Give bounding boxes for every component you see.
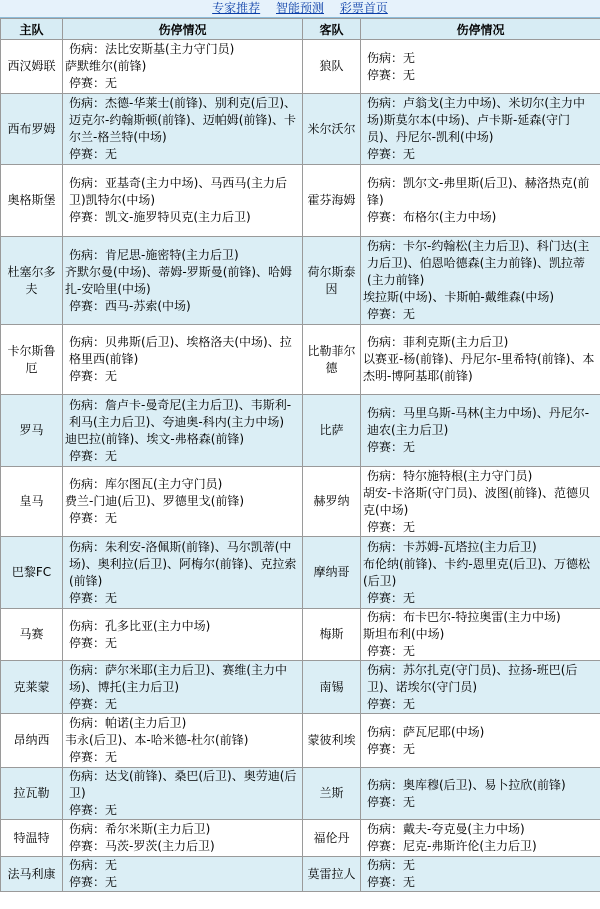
table-header-row xyxy=(1,19,600,40)
home-injury-line: 伤病：詹卢卡-曼奇尼(主力后卫)、韦斯利-利马(主力后卫)、夸迪奥-科内(主力中场) xyxy=(69,397,292,429)
away-injury-line: 伤病：菲利克斯(主力后卫) xyxy=(367,335,509,349)
home-injury-line: 韦永(后卫)、本-哈米德-杜尔(前锋) xyxy=(65,733,249,747)
away-injury-line: 停赛：无 xyxy=(367,147,416,161)
home-injury-info xyxy=(63,467,303,537)
home-injury-line: 停赛：西马-苏索(中场) xyxy=(69,298,191,313)
home-injury-info xyxy=(63,714,303,768)
away-injury-line: 停赛：无 xyxy=(367,519,416,534)
away-team-name: 摩纳哥 xyxy=(303,537,361,609)
away-injury-line: 停赛：无 xyxy=(367,741,416,756)
away-injury-info xyxy=(361,325,600,395)
home-team-name: 西汉姆联 xyxy=(1,40,63,94)
table-row xyxy=(1,857,600,892)
injury-table xyxy=(0,18,600,892)
away-team-name: 南锡 xyxy=(303,661,361,714)
away-injury-line: 停赛：无 xyxy=(367,307,416,321)
home-injury-line: 停赛：无 xyxy=(69,696,118,711)
home-team-name: 马赛 xyxy=(1,609,63,661)
home-injury-line: 停赛：凯文-施罗特贝克(主力后卫) xyxy=(69,210,251,224)
home-injury-line: 停赛：无 xyxy=(69,750,118,764)
away-injury-info xyxy=(361,609,600,661)
home-injury-line: 伤病：希尔米斯(主力后卫) xyxy=(69,822,211,836)
home-team-name: 法马利康 xyxy=(1,857,63,892)
away-injury-info xyxy=(361,467,600,537)
home-injury-info xyxy=(63,94,303,165)
table-row xyxy=(1,237,600,325)
away-injury-line: 停赛：无 xyxy=(367,590,416,605)
away-team-name: 蒙彼利埃 xyxy=(303,714,361,768)
home-injury-info xyxy=(63,537,303,609)
header-home-injuries: 伤停情况 xyxy=(63,19,303,40)
table-row xyxy=(1,165,600,237)
away-injury-line: 停赛：尼克-弗斯许伦(主力后卫) xyxy=(367,839,537,853)
away-team-name: 比萨 xyxy=(303,395,361,467)
away-injury-line: 伤病：萨瓦尼耶(中场) xyxy=(367,724,485,739)
home-injury-line: 伤病：亚基奇(主力中场)、马西马(主力后卫)凯特尔(中场) xyxy=(69,176,288,207)
away-injury-line: 胡安-卡洛斯(守门员)、波图(前锋)、范德贝克(中场) xyxy=(363,485,591,517)
table-row xyxy=(1,609,600,661)
away-injury-line: 伤病：卡苏姆-瓦塔拉(主力后卫) xyxy=(367,539,537,554)
home-injury-line: 伤病：孔多比亚(主力中场) xyxy=(69,618,211,633)
table-body xyxy=(1,40,600,892)
table-row xyxy=(1,661,600,714)
home-team-name: 卡尔斯鲁厄 xyxy=(1,325,63,395)
away-injury-line: 停赛：无 xyxy=(367,794,416,809)
home-injury-line: 停赛：无 xyxy=(69,803,118,817)
home-injury-line: 停赛：无 xyxy=(69,590,118,605)
away-team-name: 米尔沃尔 xyxy=(303,94,361,165)
away-injury-line: 停赛：无 xyxy=(367,67,416,82)
away-injury-line: 伤病：卢翁戈(主力中场)、米切尔(主力中场)斯莫尔本(中场)、卢卡斯-延森(守门员)、丹尼尔-凯利(中场) xyxy=(367,96,586,144)
home-injury-info xyxy=(63,661,303,714)
away-injury-info xyxy=(361,820,600,857)
home-injury-info xyxy=(63,857,303,892)
away-injury-info xyxy=(361,857,600,892)
nav-link-lottery-home[interactable]: 彩票首页 xyxy=(339,1,388,15)
away-injury-line: 埃拉斯(中场)、卡斯帕-戴维森(中场) xyxy=(363,290,555,304)
home-injury-line: 停赛：马茨-罗茨(主力后卫) xyxy=(69,839,215,853)
away-team-name: 狼队 xyxy=(303,40,361,94)
home-injury-line: 齐默尔曼(中场)、蒂姆-罗斯曼(前锋)、哈姆扎-安哈里(中场) xyxy=(65,264,293,296)
home-injury-line: 伤病：肯尼思-施密特(主力后卫) xyxy=(69,247,239,262)
home-injury-line: 停赛：无 xyxy=(69,635,118,650)
home-team-name: 巴黎FC xyxy=(1,537,63,609)
away-injury-line: 伤病：布卡巴尔-特拉奥雷(主力中场) xyxy=(367,610,561,624)
header-home-team: 主队 xyxy=(1,19,63,40)
table-row xyxy=(1,325,600,395)
table-row xyxy=(1,467,600,537)
home-injury-info xyxy=(63,325,303,395)
away-injury-info xyxy=(361,94,600,165)
away-injury-info xyxy=(361,714,600,768)
home-injury-line: 伤病：库尔图瓦(主力守门员) xyxy=(69,477,223,491)
away-injury-line: 停赛：无 xyxy=(367,644,416,658)
header-away-team: 客队 xyxy=(303,19,361,40)
away-injury-line: 伤病：戴夫-夸克曼(主力中场) xyxy=(367,822,525,836)
away-injury-line: 停赛：无 xyxy=(367,440,416,454)
home-injury-line: 停赛：无 xyxy=(69,76,118,90)
home-injury-line: 伤病：萨尔米耶(主力后卫)、赛维(主力中场)、博托(主力后卫) xyxy=(69,662,288,694)
home-team-name: 拉瓦勒 xyxy=(1,768,63,820)
home-injury-line: 停赛：无 xyxy=(69,511,118,525)
home-injury-line: 伤病：达戈(前锋)、桑巴(后卫)、奥劳迪(后卫) xyxy=(69,769,297,800)
away-injury-info xyxy=(361,661,600,714)
away-injury-info xyxy=(361,237,600,325)
home-injury-info xyxy=(63,609,303,661)
away-team-name: 兰斯 xyxy=(303,768,361,820)
away-injury-line: 伤病：特尔施特根(主力守门员) xyxy=(367,468,533,483)
away-team-name: 莫雷拉人 xyxy=(303,857,361,892)
away-team-name: 福伦丹 xyxy=(303,820,361,857)
table-row xyxy=(1,537,600,609)
away-injury-line: 伤病：苏尔扎克(守门员)、拉扬-班巴(后卫)、诺埃尔(守门员) xyxy=(367,662,578,694)
home-team-name: 克莱蒙 xyxy=(1,661,63,714)
home-injury-line: 伤病：无 xyxy=(69,858,118,872)
away-injury-line: 斯坦布利(中场) xyxy=(363,627,445,641)
home-team-name: 西布罗姆 xyxy=(1,94,63,165)
away-injury-line: 布伦纳(前锋)、卡约-恩里克(后卫)、万德松(后卫) xyxy=(363,556,591,588)
home-injury-line: 停赛：无 xyxy=(69,147,118,161)
home-injury-line: 停赛：无 xyxy=(69,875,118,889)
home-injury-line: 迪巴拉(前锋)、埃文-弗格森(前锋) xyxy=(65,431,245,446)
away-injury-line: 停赛：布格尔(主力中场) xyxy=(367,210,497,224)
home-injury-line: 停赛：无 xyxy=(69,369,118,383)
away-injury-line: 停赛：无 xyxy=(367,875,416,889)
home-injury-line: 萨默维尔(前锋) xyxy=(65,59,147,73)
away-injury-line: 伤病：卡尔-约翰松(主力后卫)、科门达(主力后卫)、伯恩哈德森(主力前锋)、凯拉蒂(主力前锋) xyxy=(367,239,590,287)
table-row xyxy=(1,820,600,857)
home-injury-line: 伤病：法比安斯基(主力守门员) xyxy=(69,42,235,56)
home-injury-info xyxy=(63,820,303,857)
away-injury-info xyxy=(361,395,600,467)
home-team-name: 昂纳西 xyxy=(1,714,63,768)
home-injury-info xyxy=(63,395,303,467)
home-injury-line: 伤病：帕诺(主力后卫) xyxy=(69,716,187,730)
away-injury-info xyxy=(361,40,600,94)
away-injury-info xyxy=(361,165,600,237)
home-injury-line: 伤病：贝弗斯(后卫)、埃格洛夫(中场)、拉格里西(前锋) xyxy=(69,335,292,366)
table-row xyxy=(1,395,600,467)
home-team-name: 奥格斯堡 xyxy=(1,165,63,237)
home-team-name: 皇马 xyxy=(1,467,63,537)
home-team-name: 杜塞尔多夫 xyxy=(1,237,63,325)
away-injury-line: 伤病：凯尔文-弗里斯(后卫)、赫洛热克(前锋) xyxy=(367,176,590,207)
home-injury-line: 费兰-门迪(后卫)、罗德里戈(前锋) xyxy=(65,494,245,508)
away-injury-line: 伤病：奥库穆(后卫)、易卜拉欣(前锋) xyxy=(367,777,566,792)
home-injury-info xyxy=(63,237,303,325)
home-team-name: 罗马 xyxy=(1,395,63,467)
away-team-name: 荷尔斯泰因 xyxy=(303,237,361,325)
header-away-injuries: 伤停情况 xyxy=(361,19,600,40)
away-team-name: 梅斯 xyxy=(303,609,361,661)
table-row xyxy=(1,40,600,94)
away-injury-line: 以赛亚-杨(前锋)、丹尼尔-里希特(前锋)、本杰明-博阿基耶(前锋) xyxy=(363,352,595,383)
table-row xyxy=(1,714,600,768)
nav-link-expert-picks[interactable]: 专家推荐 xyxy=(212,1,261,15)
away-team-name: 霍芬海姆 xyxy=(303,165,361,237)
home-injury-line: 伤病：杰德-华莱士(前锋)、别利克(后卫)、迈克尔-约翰斯顿(前锋)、迈帕姆(前锋)、卡尔兰-格兰特(中场) xyxy=(69,96,297,144)
away-injury-info xyxy=(361,537,600,609)
table-row xyxy=(1,768,600,820)
away-injury-info xyxy=(361,768,600,820)
away-injury-line: 停赛：无 xyxy=(367,696,416,711)
home-team-name: 特温特 xyxy=(1,820,63,857)
home-injury-info xyxy=(63,165,303,237)
home-injury-info xyxy=(63,768,303,820)
home-injury-info xyxy=(63,40,303,94)
top-nav-bar xyxy=(0,0,600,18)
table-row xyxy=(1,94,600,165)
nav-link-smart-prediction[interactable]: 智能预测 xyxy=(275,1,324,15)
home-injury-line: 伤病：朱利安-洛佩斯(前锋)、马尔凯蒂(中场)、奥利拉(后卫)、阿梅尔(前锋)、克拉索(前锋) xyxy=(69,539,297,588)
home-injury-line: 停赛：无 xyxy=(69,448,118,463)
away-injury-line: 伤病：无 xyxy=(367,50,416,65)
away-injury-line: 伤病：马里乌斯-马林(主力中场)、丹尼尔-迪农(主力后卫) xyxy=(367,406,590,437)
away-team-name: 赫罗纳 xyxy=(303,467,361,537)
away-team-name: 比勒菲尔德 xyxy=(303,325,361,395)
away-injury-line: 伤病：无 xyxy=(367,858,416,872)
